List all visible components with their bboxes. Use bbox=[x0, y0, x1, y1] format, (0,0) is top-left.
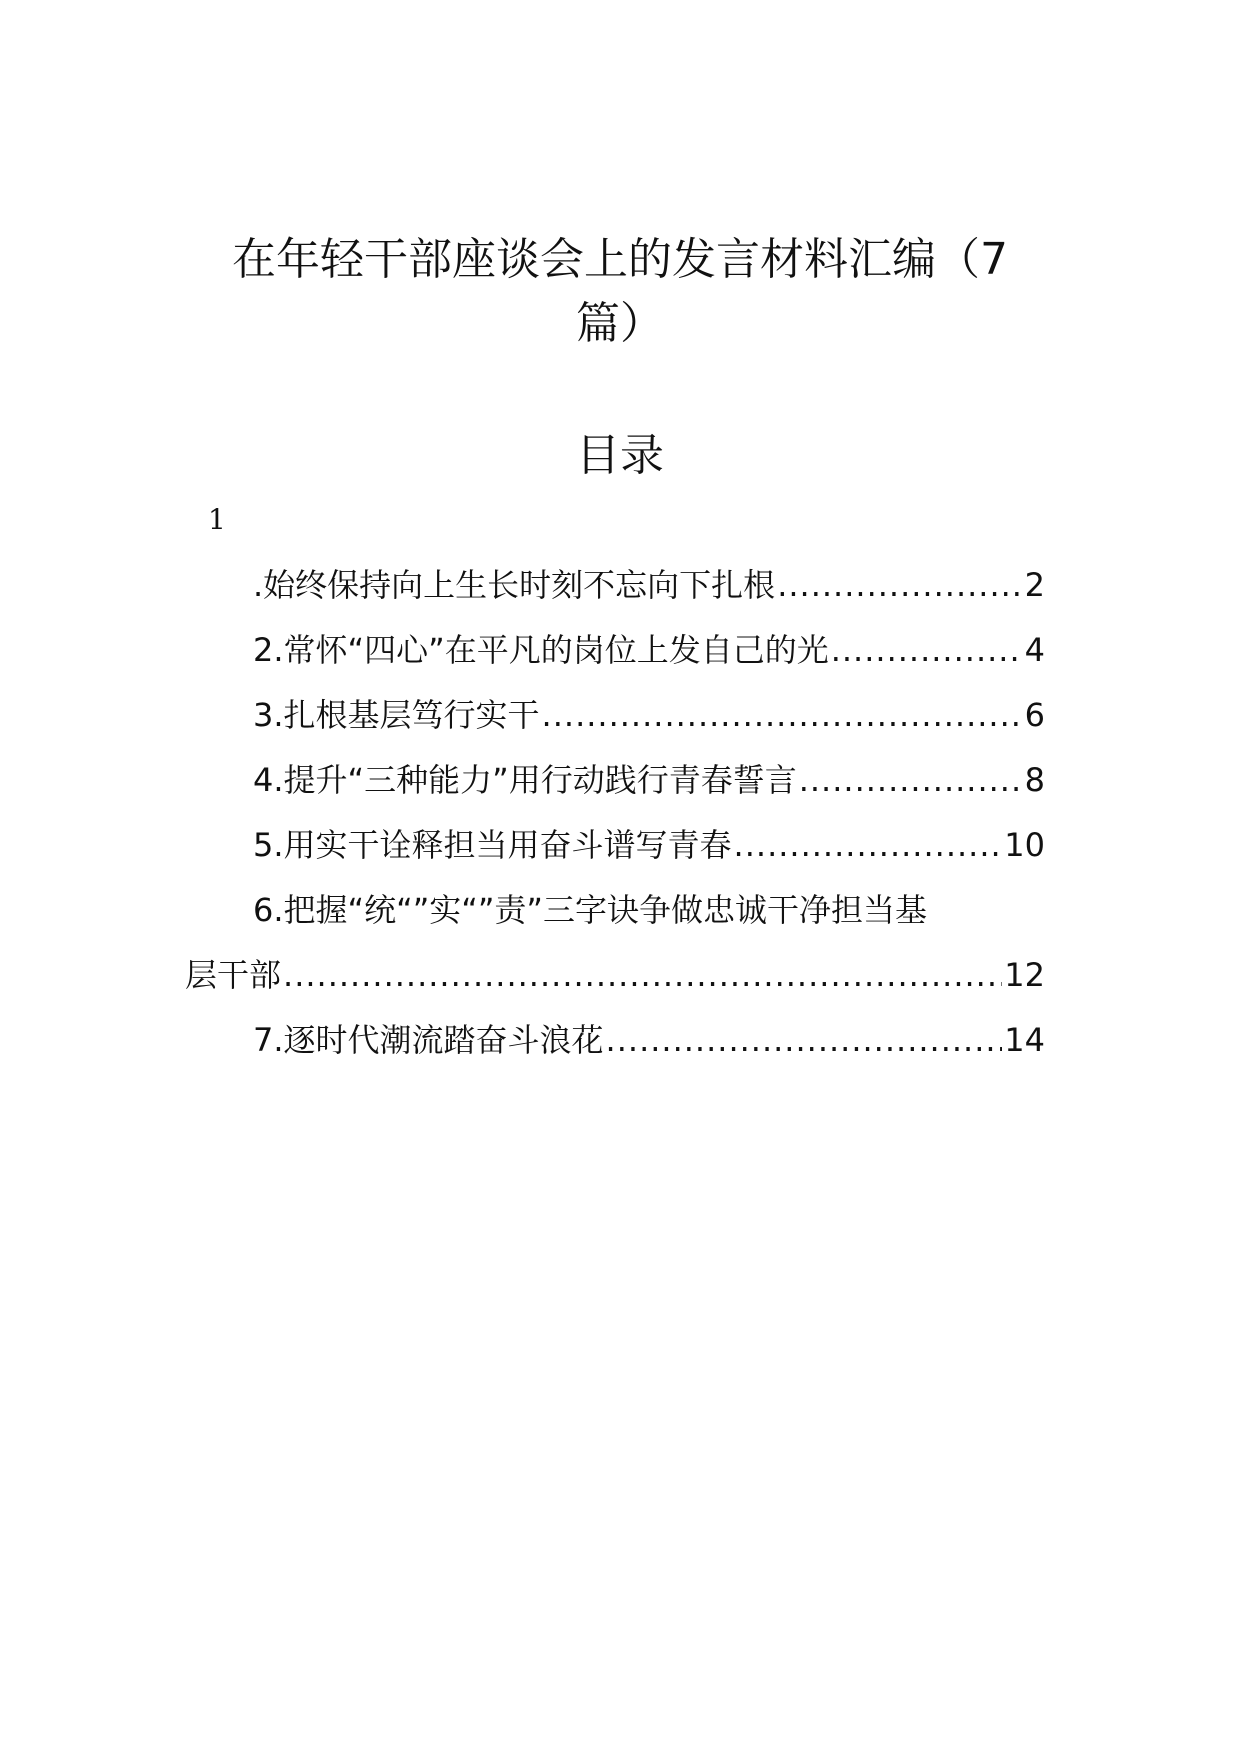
toc-item-label: 5.用实干诠释担当用奋斗谱写青春 bbox=[253, 826, 732, 864]
toc-dot-leader bbox=[542, 693, 1023, 737]
toc-item-label: 2.常怀“四心”在平凡的岗位上发自己的光 bbox=[253, 631, 829, 669]
toc-item-label: 7.逐时代潮流踏奋斗浪花 bbox=[253, 1021, 604, 1059]
toc-item-page: 6 bbox=[1024, 696, 1045, 734]
toc-item-page: 14 bbox=[1004, 1021, 1045, 1059]
toc-item[interactable] bbox=[253, 563, 1045, 607]
toc-dot-leader bbox=[283, 953, 1002, 997]
toc-item-label-continued: 层干部 bbox=[185, 956, 282, 994]
toc-item-page: 2 bbox=[1024, 566, 1045, 604]
toc-item[interactable] bbox=[253, 823, 1045, 867]
toc-dot-leader bbox=[734, 823, 1003, 867]
toc-item[interactable] bbox=[253, 628, 1045, 672]
toc-item-label: 6.把握“统“”实“”责”三字诀争做忠诚干净担当基 bbox=[253, 891, 928, 929]
toc-dot-leader bbox=[799, 758, 1023, 802]
toc-item-page: 12 bbox=[1004, 956, 1045, 994]
toc-item[interactable] bbox=[253, 693, 1045, 737]
toc-heading: 目录 bbox=[576, 430, 664, 481]
title-line-2: 篇） bbox=[576, 298, 664, 349]
toc-item-label: 3.扎根基层笃行实干 bbox=[253, 696, 540, 734]
toc-item-page: 4 bbox=[1024, 631, 1045, 669]
toc-item-label: .始终保持向上生长时刻不忘向下扎根 bbox=[253, 566, 776, 604]
document-title bbox=[150, 228, 1090, 356]
toc-dot-leader bbox=[831, 628, 1023, 672]
toc-dot-leader bbox=[777, 563, 1022, 607]
toc-item-line-2[interactable] bbox=[185, 953, 1045, 997]
toc-item-line-1[interactable] bbox=[253, 888, 1053, 932]
title-line-1: 在年轻干部座谈会上的发言材料汇编（7 bbox=[232, 234, 1008, 285]
toc-item[interactable] bbox=[253, 1018, 1045, 1062]
stray-page-number: 1 bbox=[208, 503, 226, 536]
toc-item[interactable] bbox=[253, 758, 1045, 802]
toc-item-page: 10 bbox=[1004, 826, 1045, 864]
toc-item-page: 8 bbox=[1024, 761, 1045, 799]
toc-item-label: 4.提升“三种能力”用行动践行青春誓言 bbox=[253, 761, 797, 799]
toc-dot-leader bbox=[606, 1018, 1003, 1062]
